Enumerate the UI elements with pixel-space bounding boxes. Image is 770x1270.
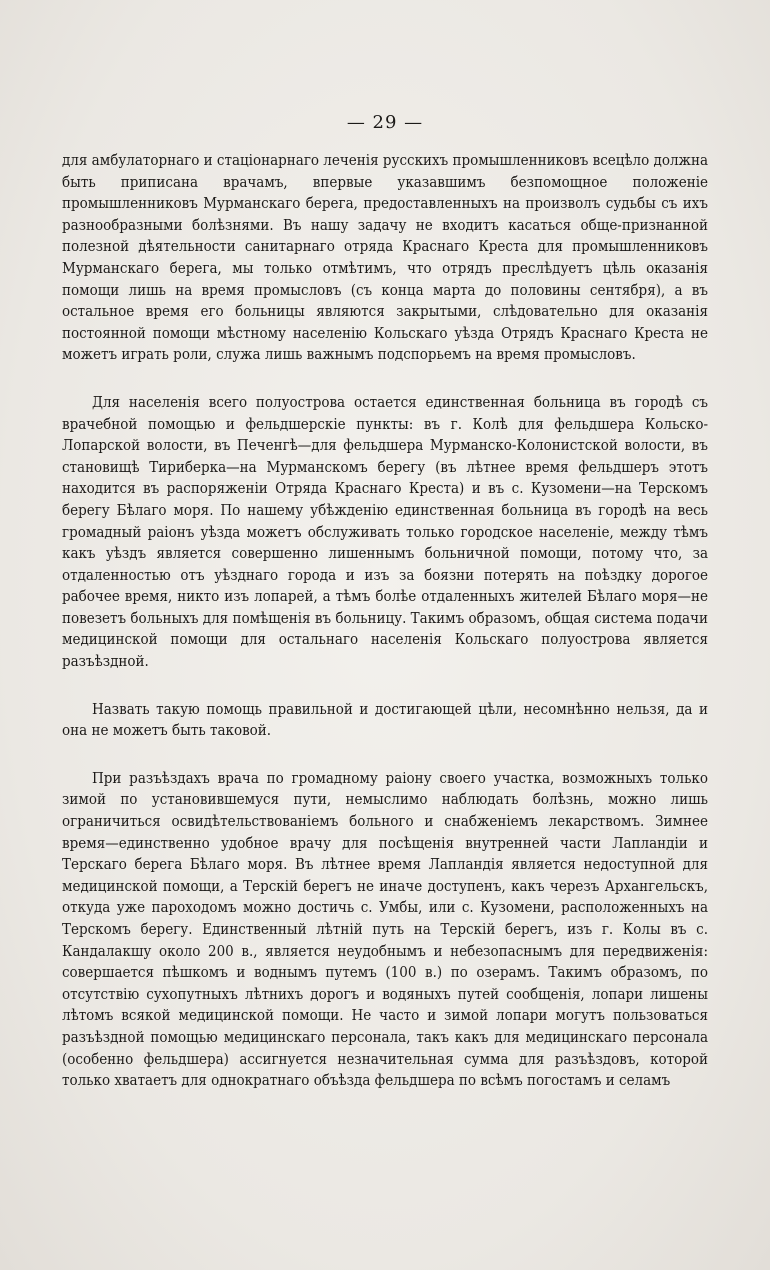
paragraph-3: Назвать такую помощь правильной и достигающей цѣли, несомнѣнно нельзя, да и она не можетъ быть таковой. (62, 699, 708, 740)
body-text (62, 150, 708, 1092)
paragraph-4: При разъѣздахъ врача по громадному раіону своего участка, возможныхъ только зимой по установившемуся пути, немыслимо наблюдать болѣзнь, можно лишь ограничиться освидѣтельствованіемъ больного и снабженіемъ лекарствомъ. Зимнее время—единственно удобное врачу для посѣщенія внутренней части Лапландіи и Терскаго берега Бѣлаго моря. Въ лѣтнее время Лапландія является недоступной для медицинской помощи, а Терскій берегъ не иначе доступенъ, какъ черезъ Архангельскъ, откуда уже пароходомъ можно достичь с. Умбы, или с. Кузомени, расположенныхъ на Терскомъ берегу. Единственный лѣтній путь на Терскій берегъ, изъ г. Колы въ с. Кандалакшу около 200 в., является неудобнымъ и небезопаснымъ для передвиженія: совершается пѣшкомъ и воднымъ путемъ (100 в.) по озерамъ. Такимъ образомъ, по отсутствію сухопутныхъ лѣтнихъ дорогъ и водяныхъ путей сообщенія, лопари лишены лѣтомъ всякой медицинской помощи. Не часто и зимой лопари могутъ пользоваться разъѣздной помощью медицинскаго персонала, такъ какъ для медицинскаго персонала (особенно фельдшера) ассигнуется незначительная сумма для разъѣздовъ, которой только хватаетъ для однократнаго объѣзда фельдшера по всѣмъ погостамъ и селамъ (62, 768, 708, 1090)
paragraph-2: Для населенія всего полуострова остается единственная больница въ городѣ съ врачебной помощью и фельдшерскіе пункты: въ г. Колѣ для фельдшера Кольско-Лопарской волости, въ Печенгѣ—для фельдшера Мурманско-Колонистской волости, въ становищѣ Тириберка—на Мурманскомъ берегу (въ лѣтнее время фельдшеръ этотъ находится въ распоряженіи Отряда Краснаго Креста) и въ с. Кузомени—на Терскомъ берегу Бѣлаго моря. По нашему убѣжденію единственная больница въ городѣ на весь громадный раіонъ уѣзда можетъ обслуживать только городское населеніе, между тѣмъ какъ уѣздъ является совершенно лишеннымъ больничной помощи, потому что, за отдаленностью отъ уѣзднаго города и изъ за боязни потерять на поѣздку дорогое рабочее время, никто изъ лопарей, а тѣмъ болѣе отдаленныхъ жителей Бѣлаго моря—не повезетъ больныхъ для помѣщенія въ больницу. Такимъ образомъ, общая система подачи медицинской помощи для остальнаго населенія Кольскаго полуострова является разъѣздной. (62, 392, 708, 671)
paragraph-1: для амбулаторнаго и стаціонарнаго леченія русскихъ промышленниковъ всецѣло должна быть приписана врачамъ, впервые указавшимъ безпомощное положеніе промышленниковъ Мурманскаго берега, предоставленныхъ на произволъ судьбы съ ихъ разнообразными болѣзнями. Въ нашу задачу не входитъ касаться обще-признанной полезной дѣятельности санитарнаго отряда Краснаго Креста для промышленниковъ Мурманскаго берега, мы только отмѣтимъ, что отрядъ преслѣдуетъ цѣль оказанія помощи лишь на время промысловъ (съ конца марта до половины сентября), а въ остальное время его больницы являются закрытыми, слѣдовательно для оказанія постоянной помощи мѣстному населенію Кольскаго уѣзда Отрядъ Краснаго Креста не можетъ играть роли, служа лишь важнымъ подспорьемъ на время промысловъ. (62, 151, 708, 364)
page-number: — 29 — (346, 112, 424, 133)
